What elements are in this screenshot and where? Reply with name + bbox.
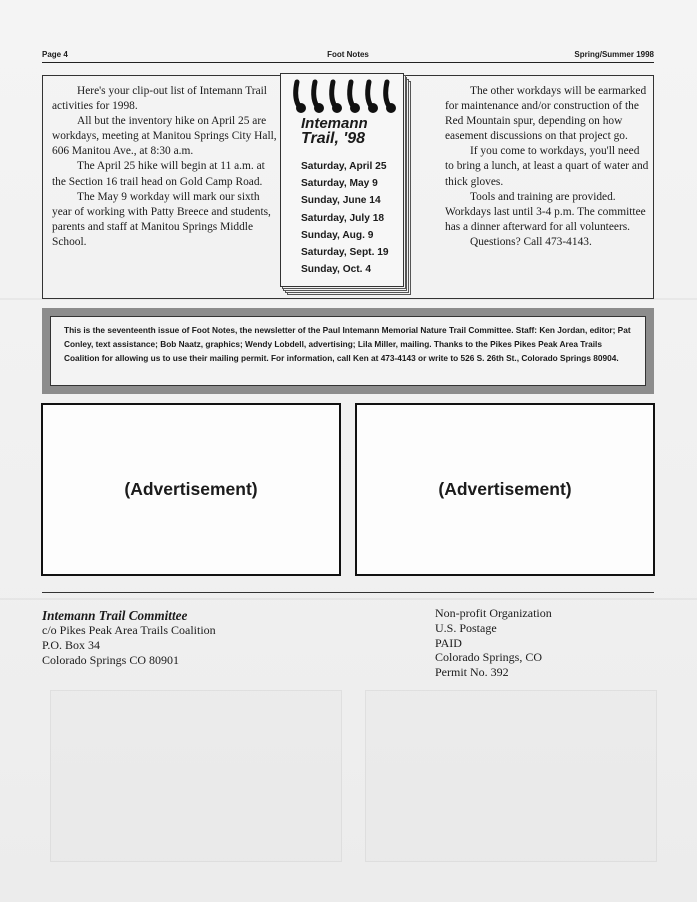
advertisement-left — [41, 403, 341, 576]
postage-line: PAID — [435, 635, 462, 650]
left-column — [52, 84, 280, 250]
return-address-line: c/o Pikes Peak Area Trails Coalition — [42, 623, 216, 637]
return-address-line: P.O. Box 34 — [42, 638, 101, 652]
paragraph: Here's your clip-out list of Intemann Trail activities for 1998. — [52, 85, 267, 113]
paragraph: The May 9 workday will mark our sixth year of working with Patty Breece and students, parents and staff at Manitou Springs Middle School. — [52, 190, 271, 248]
calendar-sheet — [280, 73, 404, 287]
return-address-org: Intemann Trail Committee — [42, 608, 188, 623]
show-through-shadow — [50, 690, 342, 862]
masthead-text: This is the seventeenth issue of Foot Notes, the newsletter of the Paul Intemann Memorial Nature Trail Committee. Staff: Ken Jordan, editor; Pat Conley, text assistance; Bob Naatz, graphics; Wendy Lobdell, advertising; Lila Miller, mailing. Thanks to the Pikes Pikes Peak Area Trails Coalition for allowing us to use their mailing permit. For information, call Ken at 473-4143 or write to 526 S. 26th St., Colorado Springs 80904. — [50, 316, 646, 386]
show-through-shadow — [365, 690, 657, 862]
running-header — [42, 48, 654, 62]
paper-fold — [0, 598, 697, 600]
masthead-box — [42, 308, 654, 394]
right-column — [445, 84, 650, 250]
calendar-date: Saturday, Sept. 19 — [301, 246, 389, 258]
paragraph: If you come to workdays, you'll need to bring a lunch, at least a quart of water and thick gloves. — [445, 145, 649, 188]
postage-line: Permit No. 392 — [435, 665, 509, 680]
postage-line: U.S. Postage — [435, 620, 497, 635]
advertisement-label: (Advertisement) — [438, 479, 572, 499]
paragraph: The other workdays will be earmarked for maintenance and/or construction of the Red Mountain spur, depending on how easement discussions on that project go. — [445, 85, 647, 143]
paragraph: Questions? Call 473-4143. — [470, 235, 592, 248]
advertisement-label: (Advertisement) — [124, 479, 258, 499]
postage-indicia — [435, 606, 655, 680]
page-number: Page 4 — [42, 50, 68, 59]
header-rule — [42, 62, 654, 63]
issue-date: Spring/Summer 1998 — [574, 50, 654, 59]
calendar-date: Saturday, May 9 — [301, 178, 378, 190]
postage-line: Colorado Springs, CO — [435, 650, 543, 665]
article-box — [42, 75, 654, 299]
postage-line: Non-profit Organization — [435, 606, 552, 620]
paragraph: The April 25 hike will begin at 11 a.m. at the Section 16 trail head on Gold Camp Road. — [52, 160, 265, 188]
calendar-date: Sunday, June 14 — [301, 195, 381, 207]
calendar-title-line: Intemann — [301, 115, 368, 132]
calendar-date: Sunday, Aug. 9 — [301, 229, 374, 241]
newsletter-name: Foot Notes — [327, 50, 369, 59]
paragraph: Tools and training are provided. Workdays last until 3-4 p.m. The committee has a dinner afterward for all volunteers. — [445, 190, 646, 233]
calendar-date-list — [301, 158, 389, 278]
advertisement-right — [355, 403, 655, 576]
paragraph: All but the inventory hike on April 25 are workdays, meeting at Manitou Springs City Hall, 606 Manitou Ave., at 8:30 a.m. — [52, 115, 277, 158]
clip-out-calendar — [280, 73, 410, 295]
calendar-date: Saturday, July 18 — [301, 212, 385, 224]
spiral-binding-icon — [291, 76, 405, 116]
return-address — [42, 608, 302, 668]
return-address-line: Colorado Springs CO 80901 — [42, 653, 180, 667]
calendar-title — [301, 116, 368, 146]
calendar-date: Sunday, Oct. 4 — [301, 264, 372, 276]
calendar-date: Saturday, April 25 — [301, 161, 387, 172]
footer-rule — [42, 592, 654, 593]
calendar-title-line: Trail, '98 — [301, 130, 365, 147]
